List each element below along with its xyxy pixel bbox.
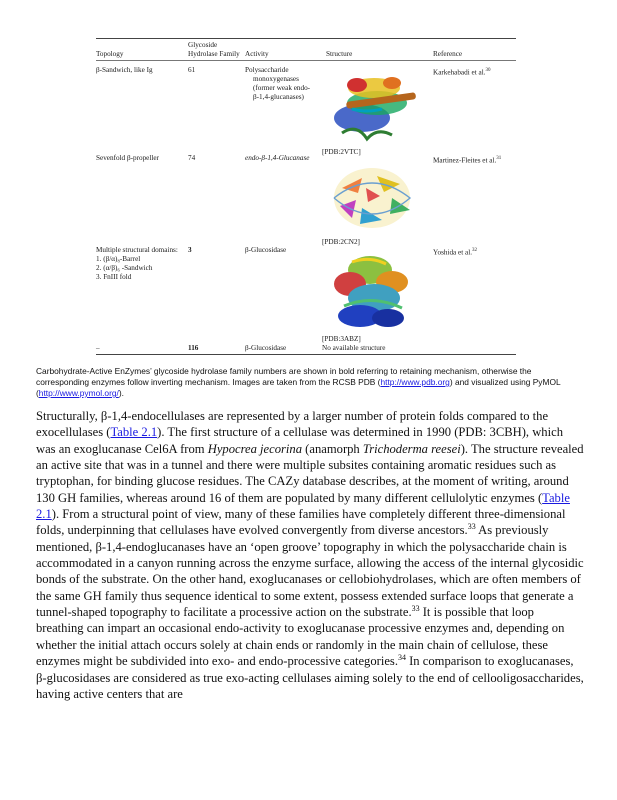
protein-structure-3abz-image: [322, 248, 422, 336]
pdb-link[interactable]: http://www.pdb.org: [380, 377, 450, 387]
row2-topology: Sevenfold β-propeller: [96, 154, 159, 162]
row1-pdb: [PDB:2VTC]: [322, 148, 361, 156]
row4-structure: No available structure: [322, 344, 386, 352]
body-s3: (anamorph: [302, 441, 363, 456]
row2-activity: endo-β-1,4-Glucanase: [245, 154, 310, 162]
row3-activity: β-Glucosidase: [245, 246, 287, 254]
caption-text2: otherwise the corresponding enzymes follow inverting mechanism. Images are taken from the RCSB PDB: [36, 366, 532, 387]
table-bottom-rule: [96, 354, 516, 355]
body-s2: ). The first structure of a cellulase was determined in 1990 (PDB: 3CBH), which was an exoglucanase Cel6A from: [36, 425, 563, 456]
row3-topology-line1: Multiple structural domains:: [96, 246, 178, 254]
protein-structure-2vtc-image: [322, 63, 422, 145]
header-topology: Topology: [96, 50, 124, 58]
species-trichoderma: Trichoderma reesei: [362, 441, 461, 456]
body-paragraph: [36, 408, 584, 702]
body-s7: It is possible that loop breathing can impart an occasional endo-activity to exoglucanase processive enzymes and, depending on whether the initial attach occurs solely at chain ends or randomly in the main chain of cellulose, these enzymes might be subdivided into exo- and endo-processive categories.: [36, 605, 565, 669]
species-hypocrea: Hypocrea jecorina: [207, 441, 303, 456]
row4-topology: –: [96, 344, 100, 352]
caption-end: ).: [118, 388, 124, 398]
row3-pdb: [PDB:3ABZ]: [322, 335, 361, 343]
row4-family: 116: [188, 344, 199, 352]
body-s1: Structurally, β-1,4-endocellulases are represented by a larger number of protein folds compared to the exocellulases (: [36, 409, 549, 440]
table-top-rule: [96, 38, 516, 39]
row1-topology: β-Sandwich, like Ig: [96, 66, 153, 74]
row3-topology-line2: 1. (β/α)₈-Barrel: [96, 255, 141, 263]
header-structure: Structure: [326, 50, 353, 58]
row1-activity-line3: (former weak endo-: [253, 84, 311, 92]
body-text: [36, 408, 584, 702]
body-s5: ). From a structural point of view, many of these families have completely different three-dimensional folds, underpinning that cellulases have evolved convergently from diverse ancestors.: [36, 507, 566, 538]
row4-activity: β-Glucosidase: [245, 344, 287, 352]
row1-activity-line1: Polysaccharide: [245, 66, 289, 74]
header-gh-family-line1: Glycoside: [188, 41, 218, 49]
caption-paren: (: [377, 377, 381, 387]
row1-reference: Karkehabadi et al.$^{30}$: [433, 68, 491, 77]
row2-pdb: [PDB:2CN2]: [322, 238, 360, 246]
table-2-1-link[interactable]: Table 2.1: [110, 425, 158, 440]
row1-activity-line2: monoxygenases: [253, 75, 299, 83]
header-reference: Reference: [433, 50, 463, 58]
citation-34: 34: [397, 652, 406, 662]
row3-topology-line4: 3. FnIII fold: [96, 273, 132, 281]
header-activity: Activity: [245, 50, 269, 58]
caption-mid: ) and visualized using PyMOL (: [36, 377, 561, 398]
row2-family: 74: [188, 154, 196, 162]
body-s4: ). The structure revealed an active site that was in a tunnel and there were multiple subsites containing aromatic residues such as tryptophan, for binding glucose residues. The CAZy database describes, at the moment of writing, around 130 GH families, whereas around 16 of them are populated by many different cellulolytic enzymes (: [36, 441, 584, 505]
body-s6: As previously mentioned, β-1,4-endoglucanases have an ‘open groove’ topography in which the polysaccharide chain is accommodated in a canyon running across the enzyme surface, allowing the access of the internal glycosidic bonds of the substrate. On the other hand, exoglucanases or cellobiohydrolases, which are often members of the same GH family thus sequence identical to some extent, possess extended surface loops that generate a tunnel-shaped topography to facilitate a processive action on the substrate.: [36, 523, 584, 620]
body-s8: In comparison to exoglucanases, β-glucosidases are considered as true exo-acting cellulases aiming solely to the end of cellooligosaccharides, having active centers that are: [36, 654, 584, 701]
table-2-1-link-second[interactable]: Table 2.1: [36, 490, 570, 522]
header-gh-family-line2: Hydrolase Family: [188, 50, 240, 58]
row2-reference: Martinez-Fleites et al.$^{31}$: [433, 156, 502, 165]
citation-33: 33: [467, 522, 476, 532]
protein-structure-2cn2-image: [322, 158, 422, 238]
row3-topology-line3: 2. (α/β)₆ -Sandwich: [96, 264, 153, 272]
row3-family: 3: [188, 246, 192, 254]
citation-33-second: 33: [411, 603, 420, 613]
table-caption: [36, 366, 566, 399]
pymol-link[interactable]: http://www.pymol.org/: [38, 388, 119, 398]
row1-activity-line4: β-1,4-glucanases): [253, 93, 304, 101]
caption-text1: Carbohydrate-Active EnZymes’ glycoside hydrolase family numbers are shown in bold referring to retaining mechanism,: [36, 366, 480, 376]
row1-family: 61: [188, 66, 196, 74]
table-header-rule: [96, 60, 516, 61]
row3-reference: Yoshida et al.$^{32}$: [433, 248, 478, 257]
